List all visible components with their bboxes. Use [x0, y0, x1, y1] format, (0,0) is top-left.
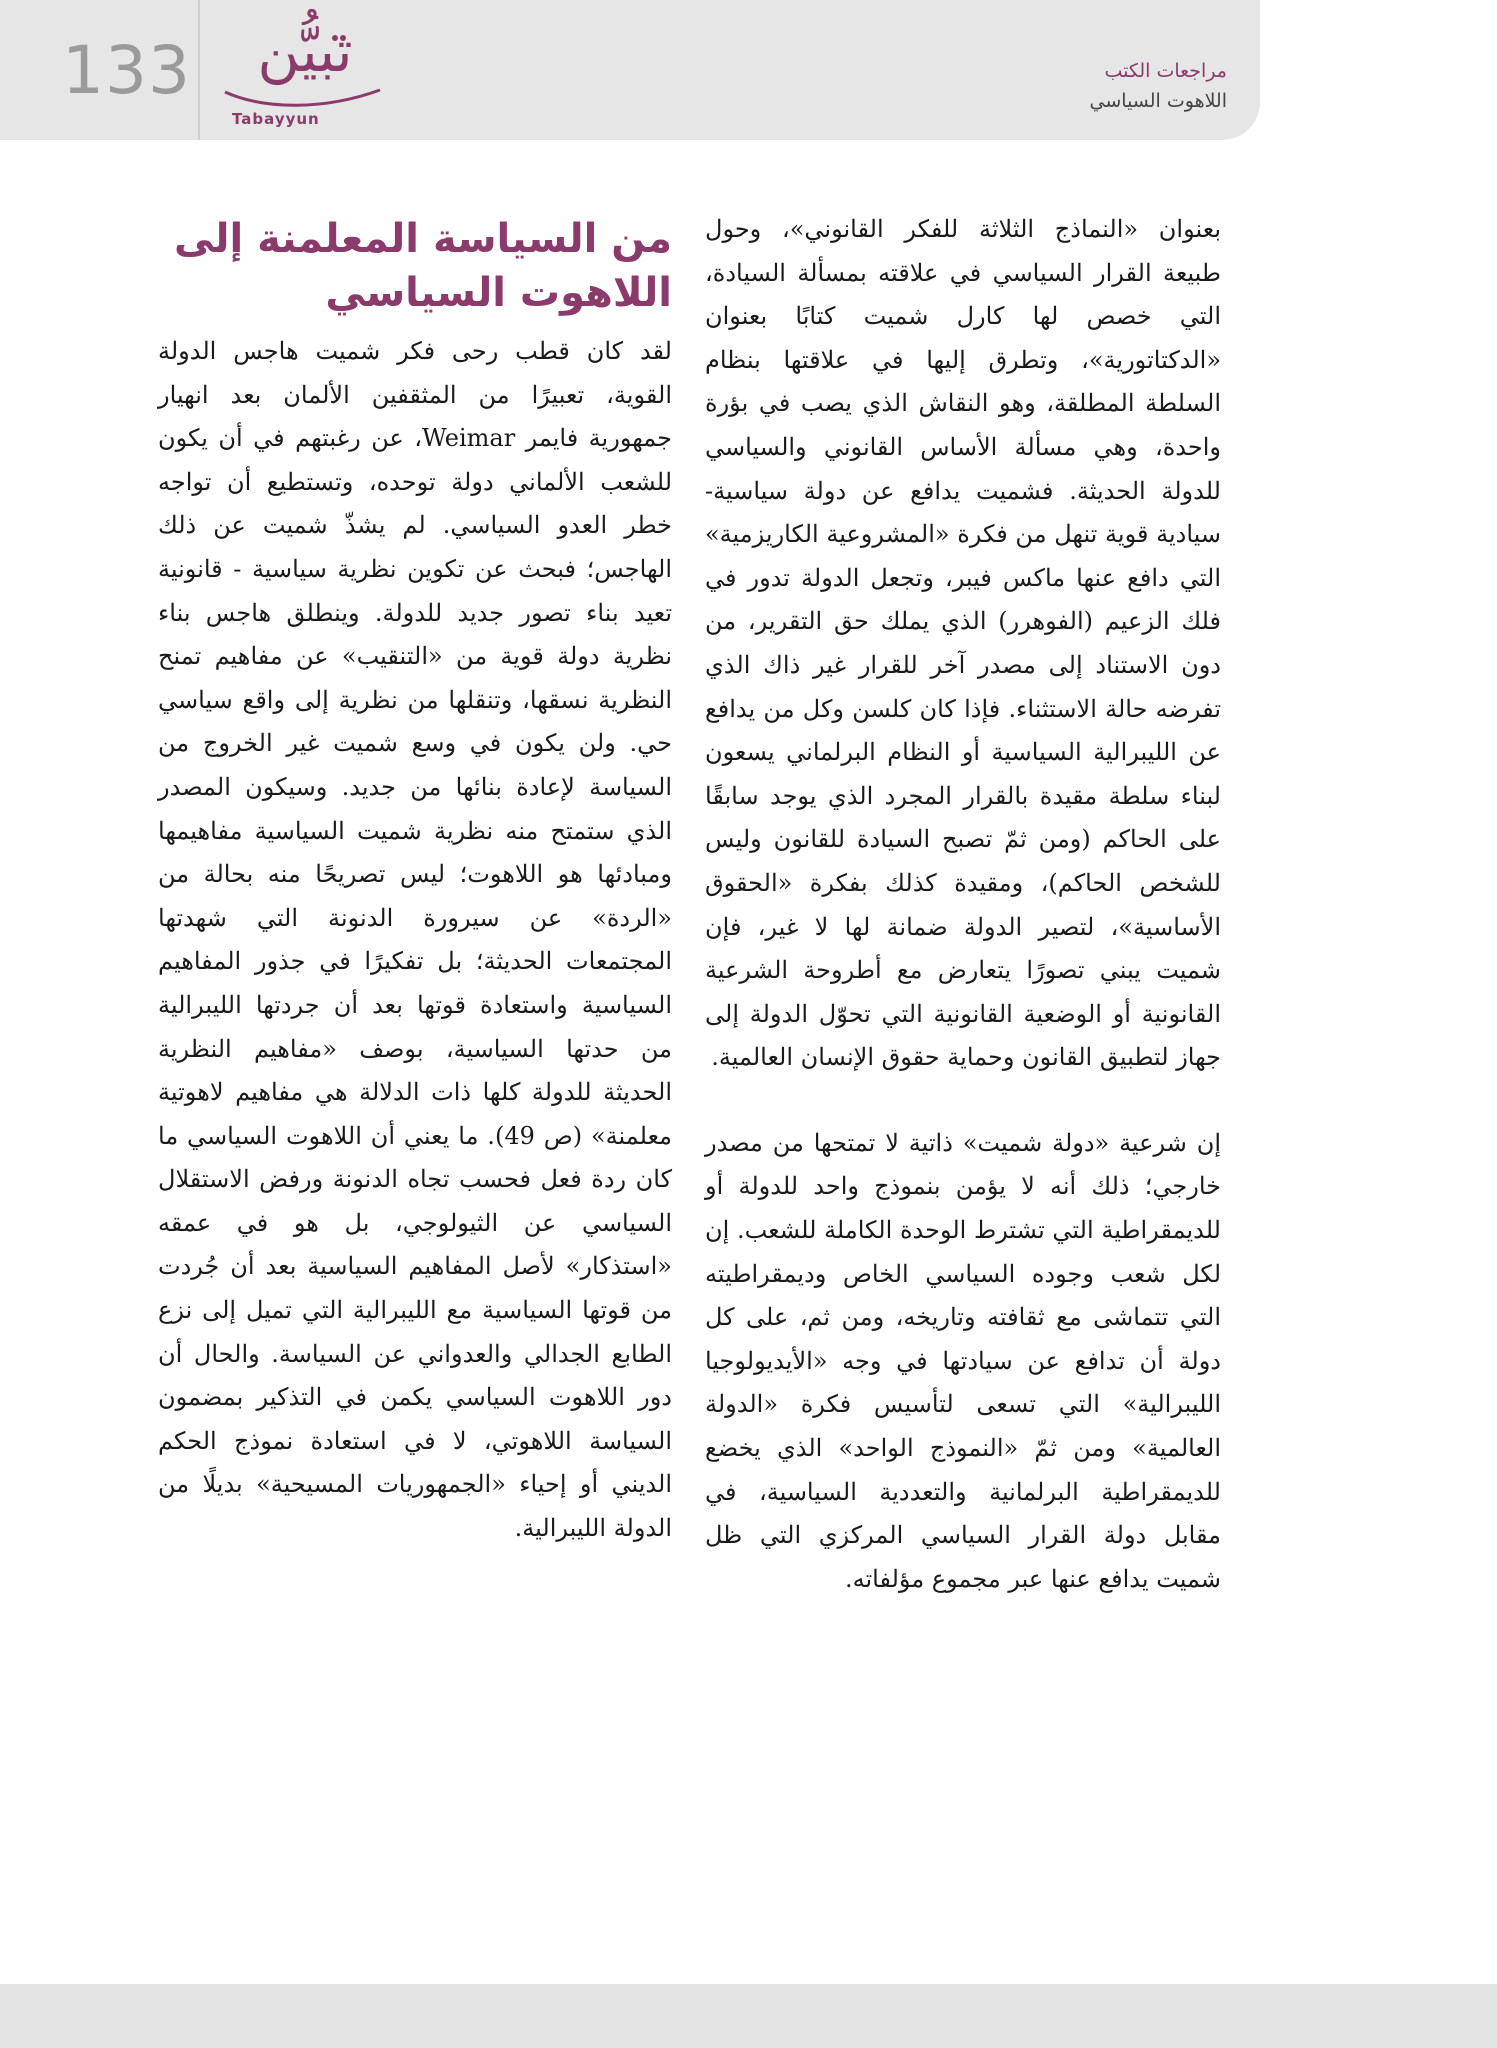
section-heading: [158, 212, 672, 320]
journal-logo-latin: Tabayyun: [232, 110, 320, 128]
journal-logo-arabic: تبيُّن: [257, 17, 353, 85]
left-text-column: [158, 212, 672, 1551]
paragraph: إن شرعية «دولة شميت» ذاتية لا تمتحها من مصدر خارجي؛ ذلك أنه لا يؤمن بنموذج واحد للدولة أو للديمقراطية التي تشترط الوحدة الكاملة للشعب. إن لكل شعب وجوده السياسي الخاص وديمقراطيته التي تتماشى مع ثقافته وتاريخه، ومن ثم، على كل دولة أن تدافع عن سيادتها في وجه «الأيديولوجيا الليبرالية» التي تسعى لتأسيس فكرة «الدولة العالمية» ومن ثمّ «النموذج الواحد» الذي يخضع للديمقراطية البرلمانية والتعددية السياسية، في مقابل دولة القرار السياسي المركزي التي ظل شميت يدافع عنها عبر مجموع مؤلفاته.: [705, 1128, 1221, 1593]
subsection-label: اللاهوت السياسي: [1089, 90, 1227, 112]
page-footer-band: [0, 1984, 1497, 2048]
header-divider: [198, 0, 200, 140]
paragraph: لقد كان قطب رحى فكر شميت هاجس الدولة القوية، تعبيرًا من المثقفين الألمان بعد انهيار جمهورية فايمر Weimar، عن رغبتهم في أن يكون للشعب الألماني دولة توحده، وتستطيع أن تواجه خطر العدو السياسي. لم يشذّ شميت عن ذلك الهاجس؛ فبحث عن تكوين نظرية سياسية - قانونية تعيد بناء تصور جديد للدولة. وينطلق هاجس بناء نظرية دولة قوية من «التنقيب» عن مفاهيم تمنح النظرية نسقها، وتنقلها من نظرية إلى واقع سياسي حي. ولن يكون في وسع شميت غير الخروج من السياسة لإعادة بنائها من جديد. وسيكون المصدر الذي ستمتح منه نظرية شميت السياسية مفاهيمها ومبادئها هو اللاهوت؛ ليس تصريحًا منه بحالة من «الردة» عن سيرورة الدنونة التي شهدتها المجتمعات الحديثة؛ بل تفكيرًا في جذور المفاهيم السياسية واستعادة قوتها بعد أن جردتها الليبرالية من حدتها السياسية، بوصف «مفاهيم النظرية الحديثة للدولة كلها ذات الدلالة هي مفاهيم لاهوتية معلمنة» (ص 49). ما يعني أن اللاهوت السياسي ما كان ردة فعل فحسب تجاه الدنونة ورفض الاستقلال السياسي عن الثيولوجي، بل هو في عمقه «استذكار» لأصل المفاهيم السياسية بعد أن جُردت من قوتها السياسية مع الليبرالية التي تميل إلى نزع الطابع الجدالي والعدواني عن السياسة. والحال أن دور اللاهوت السياسي يكمن في التذكير بمضمون السياسة اللاهوتي، لا في استعادة نموذج الحكم الديني أو إحياء «الجمهوريات المسيحية» بديلًا من الدولة الليبرالية.: [158, 337, 673, 1543]
page-header: [0, 0, 1260, 140]
section-label: مراجعات الكتب: [1104, 60, 1227, 82]
section-heading-line-1: من السياسة المعلمنة إلى: [174, 216, 672, 262]
section-heading-line-2: اللاهوت السياسي: [325, 270, 672, 316]
paragraph: بعنوان «النماذج الثلاثة للفكر القانوني»، وحول طبيعة القرار السياسي في علاقته بمسألة السيادة، التي خصص لها كارل شميت كتابًا بعنوان «الدكتاتورية»، وتطرق إليها في علاقتها بنظام السلطة المطلقة، وهو النقاش الذي يصب في بؤرة واحدة، وهي مسألة الأساس القانوني والسياسي للدولة الحديثة. فشميت يدافع عن دولة سياسية- سيادية قوية تنهل من فكرة «المشروعية الكاريزمية» التي دافع عنها ماكس فيبر، وتجعل الدولة تدور في فلك الزعيم (الفوهرر) الذي يملك حق التقرير، من دون الاستناد إلى مصدر آخر للقرار غير ذاك الذي تفرضه حالة الاستثناء. فإذا كان كلسن وكل من يدافع عن الليبرالية السياسية أو النظام البرلماني يسعون لبناء سلطة مقيدة بالقرار المجرد الذي يوجد سابقًا على الحاكم (ومن ثمّ تصبح السيادة للقانون وليس للشخص الحاكم)، ومقيدة كذلك بفكرة «الحقوق الأساسية»، لتصير الدولة ضمانة لها لا غير، فإن شميت يبني تصورًا يتعارض مع أطروحة الشرعية القانونية أو الوضعية القانونية التي تحوّل الدولة إلى جهاز لتطبيق القانون وحماية حقوق الإنسان العالمية.: [705, 215, 1221, 1072]
right-text-column: [705, 208, 1221, 1601]
page-number: 133: [62, 32, 191, 109]
